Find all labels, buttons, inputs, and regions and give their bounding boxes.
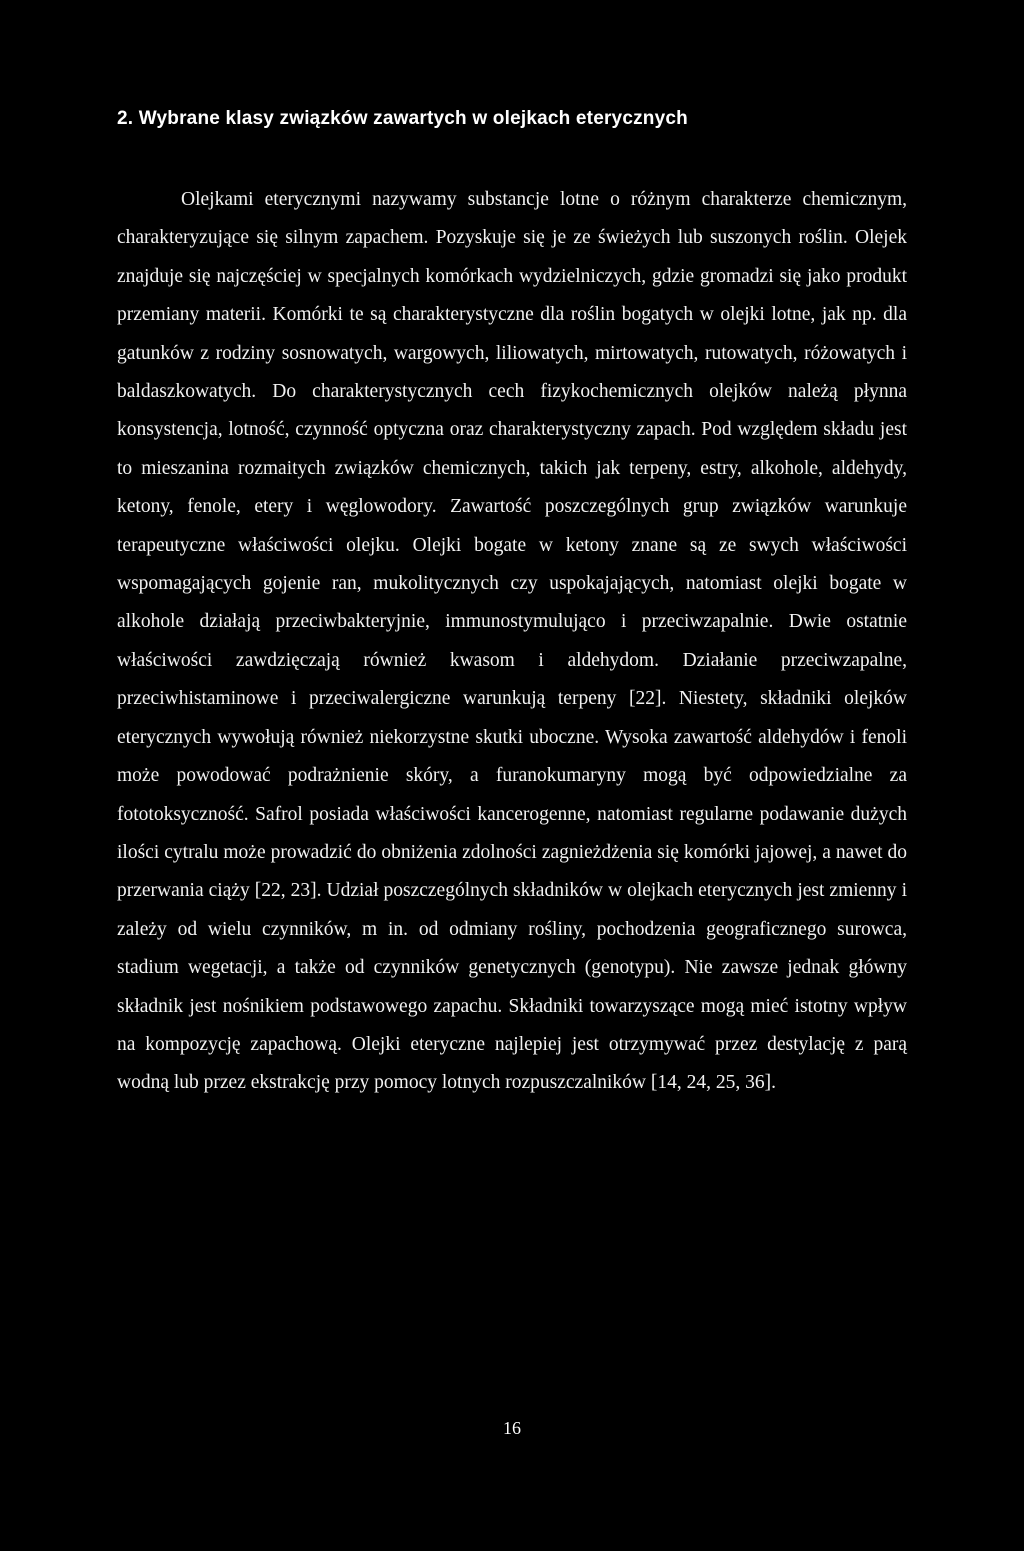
body-paragraph: Olejkami eterycznymi nazywamy substancje lotne o różnym charakterze chemicznym, charakteryzujące się silnym zapachem. Pozyskuje się je ze świeżych lub suszonych roślin. Olejek znajduje się najczęściej w specjalnych komórkach wydzielniczych, gdzie gromadzi się jako produkt przemiany materii. Komórki te są charakterystyczne dla roślin bogatych w olejki lotne, jak np. dla gatunków z rodziny sosnowatych, wargowych, liliowatych, mirtowatych, rutowatych, różowatych i baldaszkowatych. Do charakterystycznych cech fizykochemicznych olejków należą płynna konsystencja, lotność, czynność optyczna oraz charakterystyczny zapach. Pod względem składu jest to mieszanina rozmaitych związków chemicznych, takich jak terpeny, estry, alkohole, aldehydy, ketony, fenole, etery i węglowodory. Zawartość poszczególnych grup związków warunkuje terapeutyczne właściwości olejku. Olejki bogate w ketony znane są ze swych właściwości wspomagających gojenie ran, mukolitycznych czy uspokajających, natomiast olejki bogate w alkohole działają przeciwbakteryjnie, immunostymulująco i przeciwzapalnie. Dwie ostatnie właściwości zawdzięczają również kwasom i aldehydom. Działanie przeciwzapalne, przeciwhistaminowe i przeciwalergiczne warunkują terpeny [22]. Niestety, składniki olejków eterycznych wywołują również niekorzystne skutki uboczne. Wysoka zawartość aldehydów i fenoli może powodować podrażnienie skóry, a furanokumaryny mogą być odpowiedzialne za fototoksyczność. Safrol posiada właściwości kancerogenne, natomiast regularne podawanie dużych ilości cytralu może prowadzić do obniżenia zdolności zagnieżdżenia się komórki jajowej, a nawet do przerwania ciąży [22, 23]. Udział poszczególnych składników w olejkach eterycznych jest zmienny i zależy od wielu czynników, m in. od odmiany rośliny, pochodzenia geograficznego surowca, stadium wegetacji, a także od czynników genetycznych (genotypu). Nie zawsze jednak główny składnik jest nośnikiem podstawowego zapachu. Składniki towarzyszące mogą mieć istotny wpływ na kompozycję zapachową. Olejki eteryczne najlepiej jest otrzymywać przez destylację z parą wodną lub przez ekstrakcję przy pomocy lotnych rozpuszczalników [14, 24, 25, 36]. [117, 189, 907, 1094]
section-heading: 2. Wybrane klasy związków zawartych w olejkach eterycznych [117, 108, 688, 129]
page-number: 16 [503, 1418, 521, 1438]
